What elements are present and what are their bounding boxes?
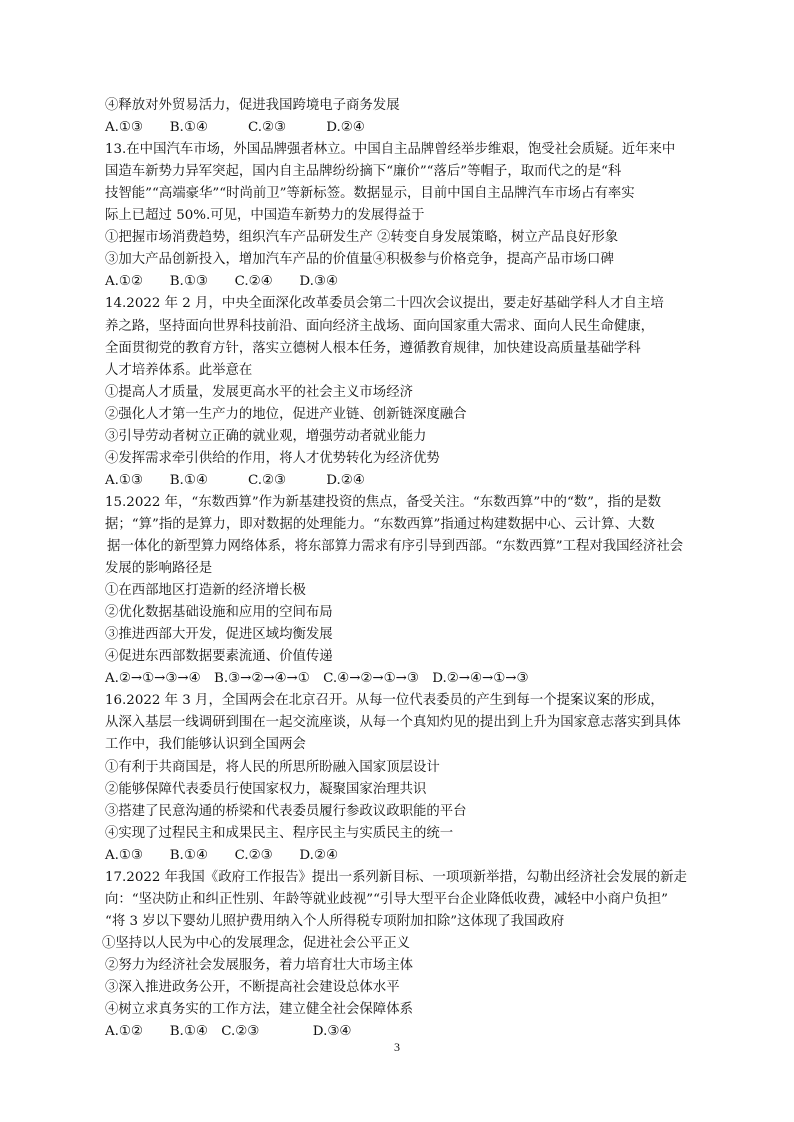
text-line: ②优化数据基础设施和应用的空间布局 [105, 605, 333, 621]
text-line: ③推进西部大开发，促进区域均衡发展 [105, 627, 333, 643]
text-line: 17.2022 年我国《政府工作报告》提出一系列新目标、一项项新举措，勾勒出经济社会发展的新走 [105, 869, 687, 885]
text-line: “将 3 岁以下婴幼儿照护费用纳入个人所得税专项附加扣除”这体现了我国政府 [105, 913, 565, 929]
text-line: ④发挥需求牵引供给的作用，将人才优势转化为经济优势 [105, 450, 440, 466]
text-line: A.①③ B.①④ C.②③ D.②④ [105, 472, 365, 488]
text-line: A.①③ B.①④ C.②③ D.②④ [105, 120, 365, 136]
text-line: ④释放对外贸易活力，促进我国跨境电子商务发展 [105, 98, 400, 113]
text-line: 发展的影响路径是 [105, 561, 213, 577]
text-line: 国造车新势力异军突起，国内自主品牌纷纷摘下“廉价”“落后”等帽子，取而代之的是“科 [105, 164, 622, 180]
text-line: 向：“坚决防止和纠正性别、年龄等就业歧视”“引导大型平台企业降低收费，减轻中小商户负担” [105, 891, 669, 907]
text-line: 人才培养体系。此举意在 [105, 362, 253, 378]
text-line: 15.2022 年，“东数西算”作为新基建投资的焦点，备受关注。“东数西算”中的“数”，指的是数 [105, 494, 661, 510]
text-line: 工作中，我们能够认识到全国两会 [105, 737, 306, 753]
text-line: 13.在中国汽车市场，外国品牌强者林立。中国自主品牌曾经举步维艰，饱受社会质疑。近年来中 [105, 142, 676, 158]
text-line: ②努力为经济社会发展服务，着力培育壮大市场主体 [105, 957, 413, 973]
text-line: 养之路，坚持面向世界科技前沿、面向经济主战场、面向国家重大需求、面向人民生命健康， [105, 318, 655, 334]
text-line: ①有利于共商国是，将人民的所思所盼融入国家顶层设计 [105, 759, 440, 775]
text-line: ①把握市场消费趋势，组织汽车产品研发生产 ②转变自身发展策略，树立产品良好形象 [105, 230, 619, 246]
text-line: A.②→①→③→④ B.③→②→④→① C.④→②→①→③ D.②→④→①→③ [105, 671, 529, 687]
text-line: A.①② B.①④ C.②③ D.③④ [105, 1024, 352, 1040]
text-line: 从深入基层一线调研到围在一起交流座谈，从每一个真知灼见的提出到上升为国家意志落实到具体 [105, 715, 681, 731]
text-line: ①提高人才质量，发展更高水平的社会主义市场经济 [105, 384, 413, 400]
text-line: A.①③ B.①④ C.②③ D.②④ [105, 847, 338, 863]
text-line: ④树立求真务实的工作方法，建立健全社会保障体系 [105, 1002, 413, 1018]
text-line: 16.2022 年 3 月，全国两会在北京召开。从每一位代表委员的产生到每一个提案议案的形成， [105, 693, 664, 709]
text-line: ③深入推进政务公开，不断提高社会建设总体水平 [105, 980, 400, 995]
text-line: 据；“算”指的是算力，即对数据的处理能力。“东数西算”指通过构建数据中心、云计算、大数 [105, 516, 655, 532]
text-line: 全面贯彻党的教育方针，落实立德树人根本任务，遵循教育规律，加快建设高质量基础学科 [105, 340, 641, 356]
text-line: 技智能”“高端豪华”“时尚前卫”等新标签。数据显示，目前中国自主品牌汽车市场占有率实 [105, 186, 635, 202]
page-number: 3 [394, 1040, 400, 1054]
text-line: ③加大产品创新投入，增加汽车产品的价值量④积极参与价格竞争，提高产品市场口碑 [105, 252, 614, 268]
text-line: ③搭建了民意沟通的桥梁和代表委员履行参政议政职能的平台 [105, 803, 467, 819]
text-line: 据一体化的新型算力网络体系，将东部算力需求有序引导到西部。“东数西算”工程对我国经济社会 [107, 539, 684, 554]
text-line: ④实现了过程民主和成果民主、程序民主与实质民主的统一 [105, 825, 454, 841]
text-line: ②能够保障代表委员行使国家权力，凝聚国家治理共识 [105, 781, 427, 797]
text-line: ①坚持以人民为中心的发展理念，促进社会公平正义 [102, 935, 410, 951]
text-line: A.①② B.①③ C.②④ D.③④ [105, 274, 338, 290]
text-line: 际上已超过 50%.可见，中国造车新势力的发展得益于 [105, 208, 425, 224]
text-line: ②强化人才第一生产力的地位，促进产业链、创新链深度融合 [105, 406, 467, 422]
text-line: ③引导劳动者树立正确的就业观，增强劳动者就业能力 [105, 428, 427, 444]
text-line: 14.2022 年 2 月，中央全面深化改革委员会第二十四次会议提出，要走好基础学科人才自主培 [105, 296, 664, 312]
text-line: ④促进东西部数据要素流通、价值传递 [105, 649, 333, 665]
text-line: ①在西部地区打造新的经济增长极 [105, 583, 306, 599]
